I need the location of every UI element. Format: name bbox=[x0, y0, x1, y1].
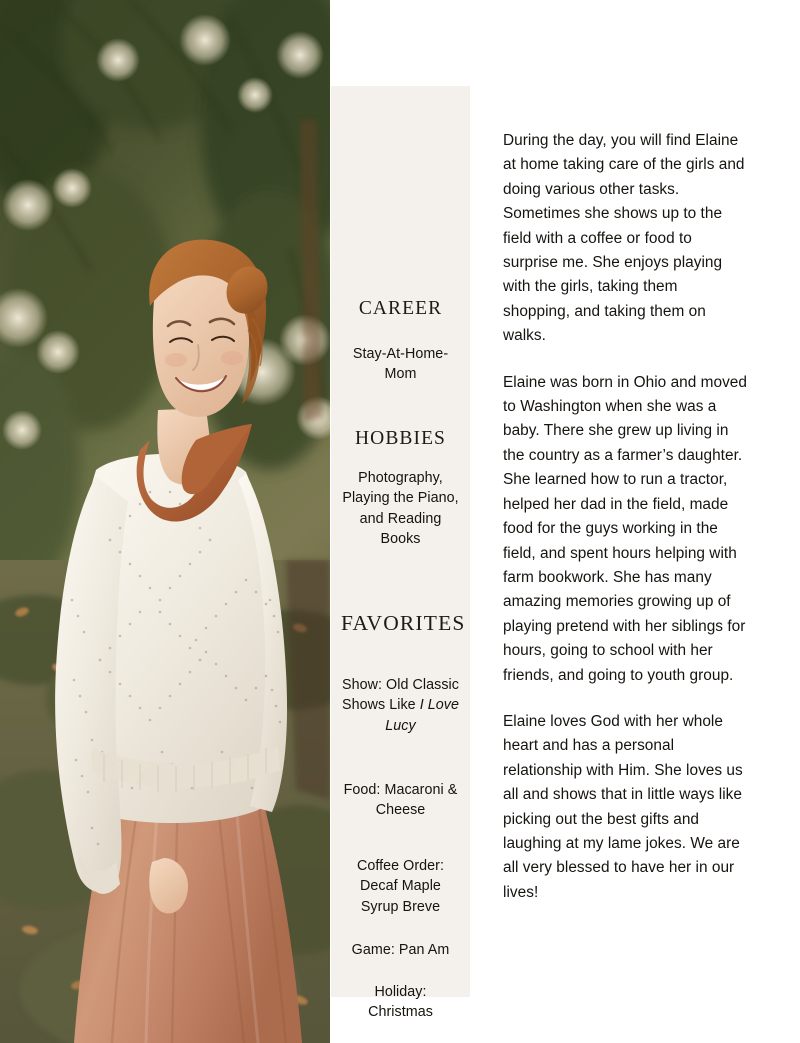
career-value: Stay-At-Home-Mom bbox=[352, 346, 449, 383]
career-heading-block bbox=[341, 298, 460, 319]
hobbies-heading: HOBBIES bbox=[355, 428, 446, 449]
favorites-heading: FAVORITES bbox=[341, 611, 466, 635]
biography-paragraph-1: During the day, you will find Elaine at home taking care of the girls and doing various other tasks. Sometimes she shows up to the field with a coffee or food to surprise me. She enjoys playing with the girls, taking them shopping, and taking them on walks. bbox=[503, 132, 745, 345]
favorite-holiday-value: Holiday: Christmas bbox=[368, 984, 433, 1021]
hobbies-text-block bbox=[341, 468, 460, 549]
portrait-photo bbox=[0, 0, 330, 1043]
favorite-show-value bbox=[341, 675, 460, 736]
favorite-game-value: Game: Pan Am bbox=[351, 942, 450, 958]
favorite-show-prefix: Show: Old Classic Shows Like bbox=[341, 677, 459, 714]
biography-paragraph-3: Elaine loves God with her whole heart and has a personal relationship with Him. She loves us all and shows that in little ways like picking out the best gifts and laughing at my lame jokes. We are all very blessed to have her in our lives! bbox=[503, 712, 743, 901]
favorite-food-block bbox=[341, 780, 460, 821]
info-panel bbox=[331, 86, 470, 1021]
favorite-coffee-block bbox=[341, 856, 460, 917]
hobbies-value: Photography, Playing the Piano, and Reading Books bbox=[342, 470, 459, 547]
hobbies-heading-block bbox=[341, 428, 460, 449]
biography-column bbox=[503, 129, 748, 905]
career-heading: CAREER bbox=[358, 298, 443, 319]
favorite-show-block bbox=[341, 675, 460, 736]
favorite-holiday-block bbox=[341, 982, 460, 1023]
favorite-coffee-value: Coffee Order: Decaf Maple Syrup Breve bbox=[356, 858, 445, 915]
favorite-food-value: Food: Macaroni & Cheese bbox=[343, 782, 458, 819]
favorite-show-title: I Love Lucy bbox=[385, 697, 459, 734]
favorites-heading-block bbox=[341, 611, 466, 636]
career-text-block bbox=[341, 344, 460, 385]
favorite-game-block bbox=[341, 940, 460, 960]
biography-paragraph-2: Elaine was born in Ohio and moved to Washington when she was a baby. There she grew up living in the country as a farmer’s daughter. She learned how to run a tractor, helped her dad in the field, made food for the guys working in the field, and spent hours helping with farm bookwork. She has many amazing memories growing up of playing pretend with her siblings for hours, going to school with her friends, and going to youth group. bbox=[503, 373, 747, 684]
